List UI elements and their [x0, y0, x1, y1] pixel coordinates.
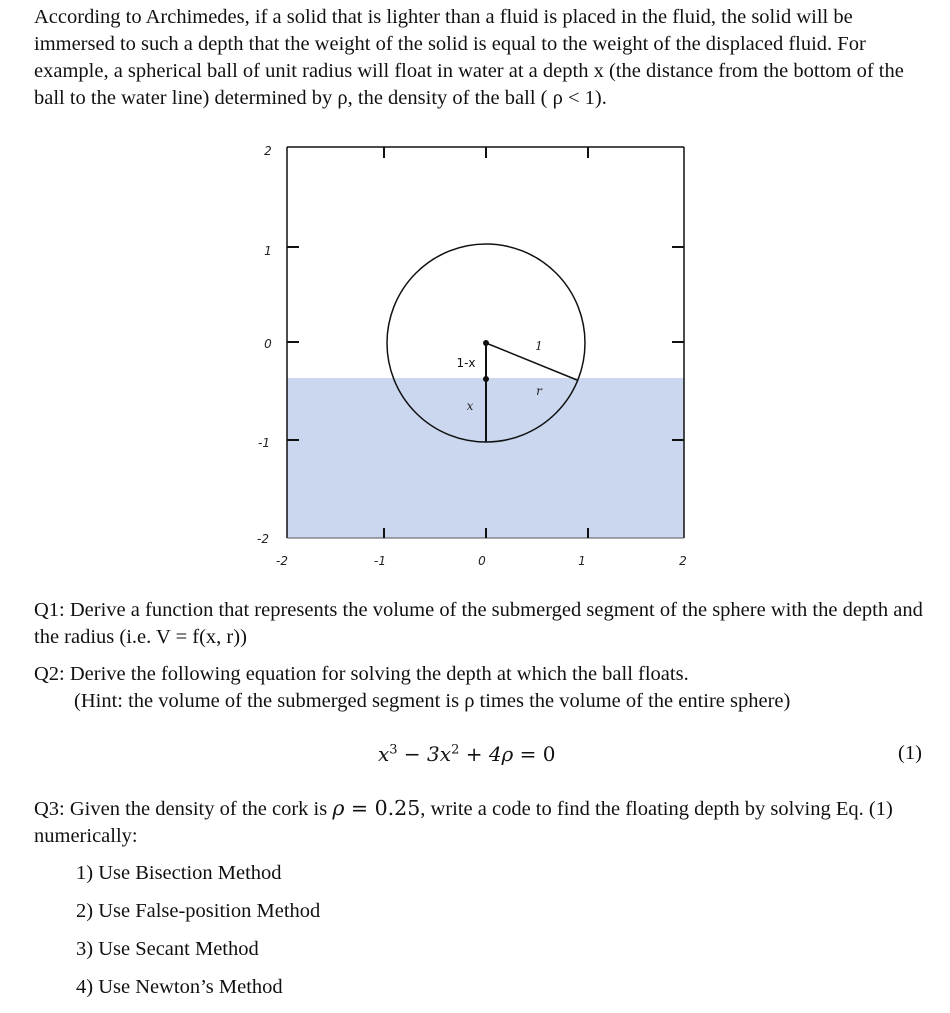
floating-ball-figure — [0, 130, 950, 575]
question-2-text: Q2: Derive the following equation for solving the depth at which the ball floats. — [34, 663, 689, 685]
label-radius-one: 1 — [535, 339, 543, 353]
label-one-minus-x: 1-x — [456, 356, 476, 370]
question-3-text — [34, 795, 924, 850]
question-3-prefix: Q3: Given the density of the cork is — [34, 798, 333, 820]
radius-line — [486, 343, 577, 380]
intro-text: According to Archimedes, if a solid that is lighter than a fluid is placed in the fluid, the solid will be immersed to such a depth that the weight of the solid is equal to the weight of the displaced fluid. For example, a spherical ball of unit radius will float in water at a depth x (the distance from the bottom of the ball to the water line) determined by ρ, the density of the ball ( ρ < 1). — [34, 6, 904, 109]
intro-paragraph — [34, 4, 934, 112]
question-2-hint: (Hint: the volume of the submerged segment is ρ times the volume of the entire sphere) — [74, 690, 791, 712]
equation-row — [0, 742, 950, 772]
x-tick-label-2: 2 — [679, 554, 687, 568]
question-3-suffix: , write a code to find the floating depth by solving Eq. (1) numerically: — [34, 798, 893, 847]
question-3 — [34, 795, 924, 850]
method-item-bisection: 1) Use Bisection Method — [76, 862, 282, 884]
y-tick-label-2: 2 — [264, 144, 272, 158]
equation-1: $x^3 - 3x^2 + 4\rho = 0$ — [378, 742, 556, 766]
y-tick-label-1: 1 — [264, 244, 272, 258]
label-x: x — [466, 399, 474, 413]
method-item-false-position: 2) Use False-position Method — [76, 900, 321, 922]
y-tick-label-neg1: -1 — [258, 436, 270, 450]
methods-list — [76, 860, 320, 1012]
y-tick-label-0: 0 — [264, 337, 272, 351]
x-tick-label-neg1: -1 — [374, 554, 386, 568]
question-3-rho: ρ — [332, 796, 345, 820]
center-point — [483, 340, 489, 346]
y-tick-label-neg2: -2 — [257, 532, 269, 546]
method-item-newton: 4) Use Newton’s Method — [76, 976, 283, 998]
label-r: r — [536, 384, 542, 398]
x-tick-label-1: 1 — [578, 554, 586, 568]
method-item-secant: 3) Use Secant Method — [76, 938, 259, 960]
x-tick-label-0: 0 — [478, 554, 486, 568]
equation-number: (1) — [898, 742, 922, 764]
question-2 — [34, 661, 924, 715]
question-3-value: = 0.25 — [344, 796, 421, 820]
waterline-point — [483, 376, 489, 382]
question-1-text: Q1: Derive a function that represents the volume of the submerged segment of the sphere with the depth and the radius (i.e. V = f(x, r)) — [34, 599, 923, 648]
x-tick-label-neg2: -2 — [276, 554, 288, 568]
question-1 — [34, 597, 924, 651]
